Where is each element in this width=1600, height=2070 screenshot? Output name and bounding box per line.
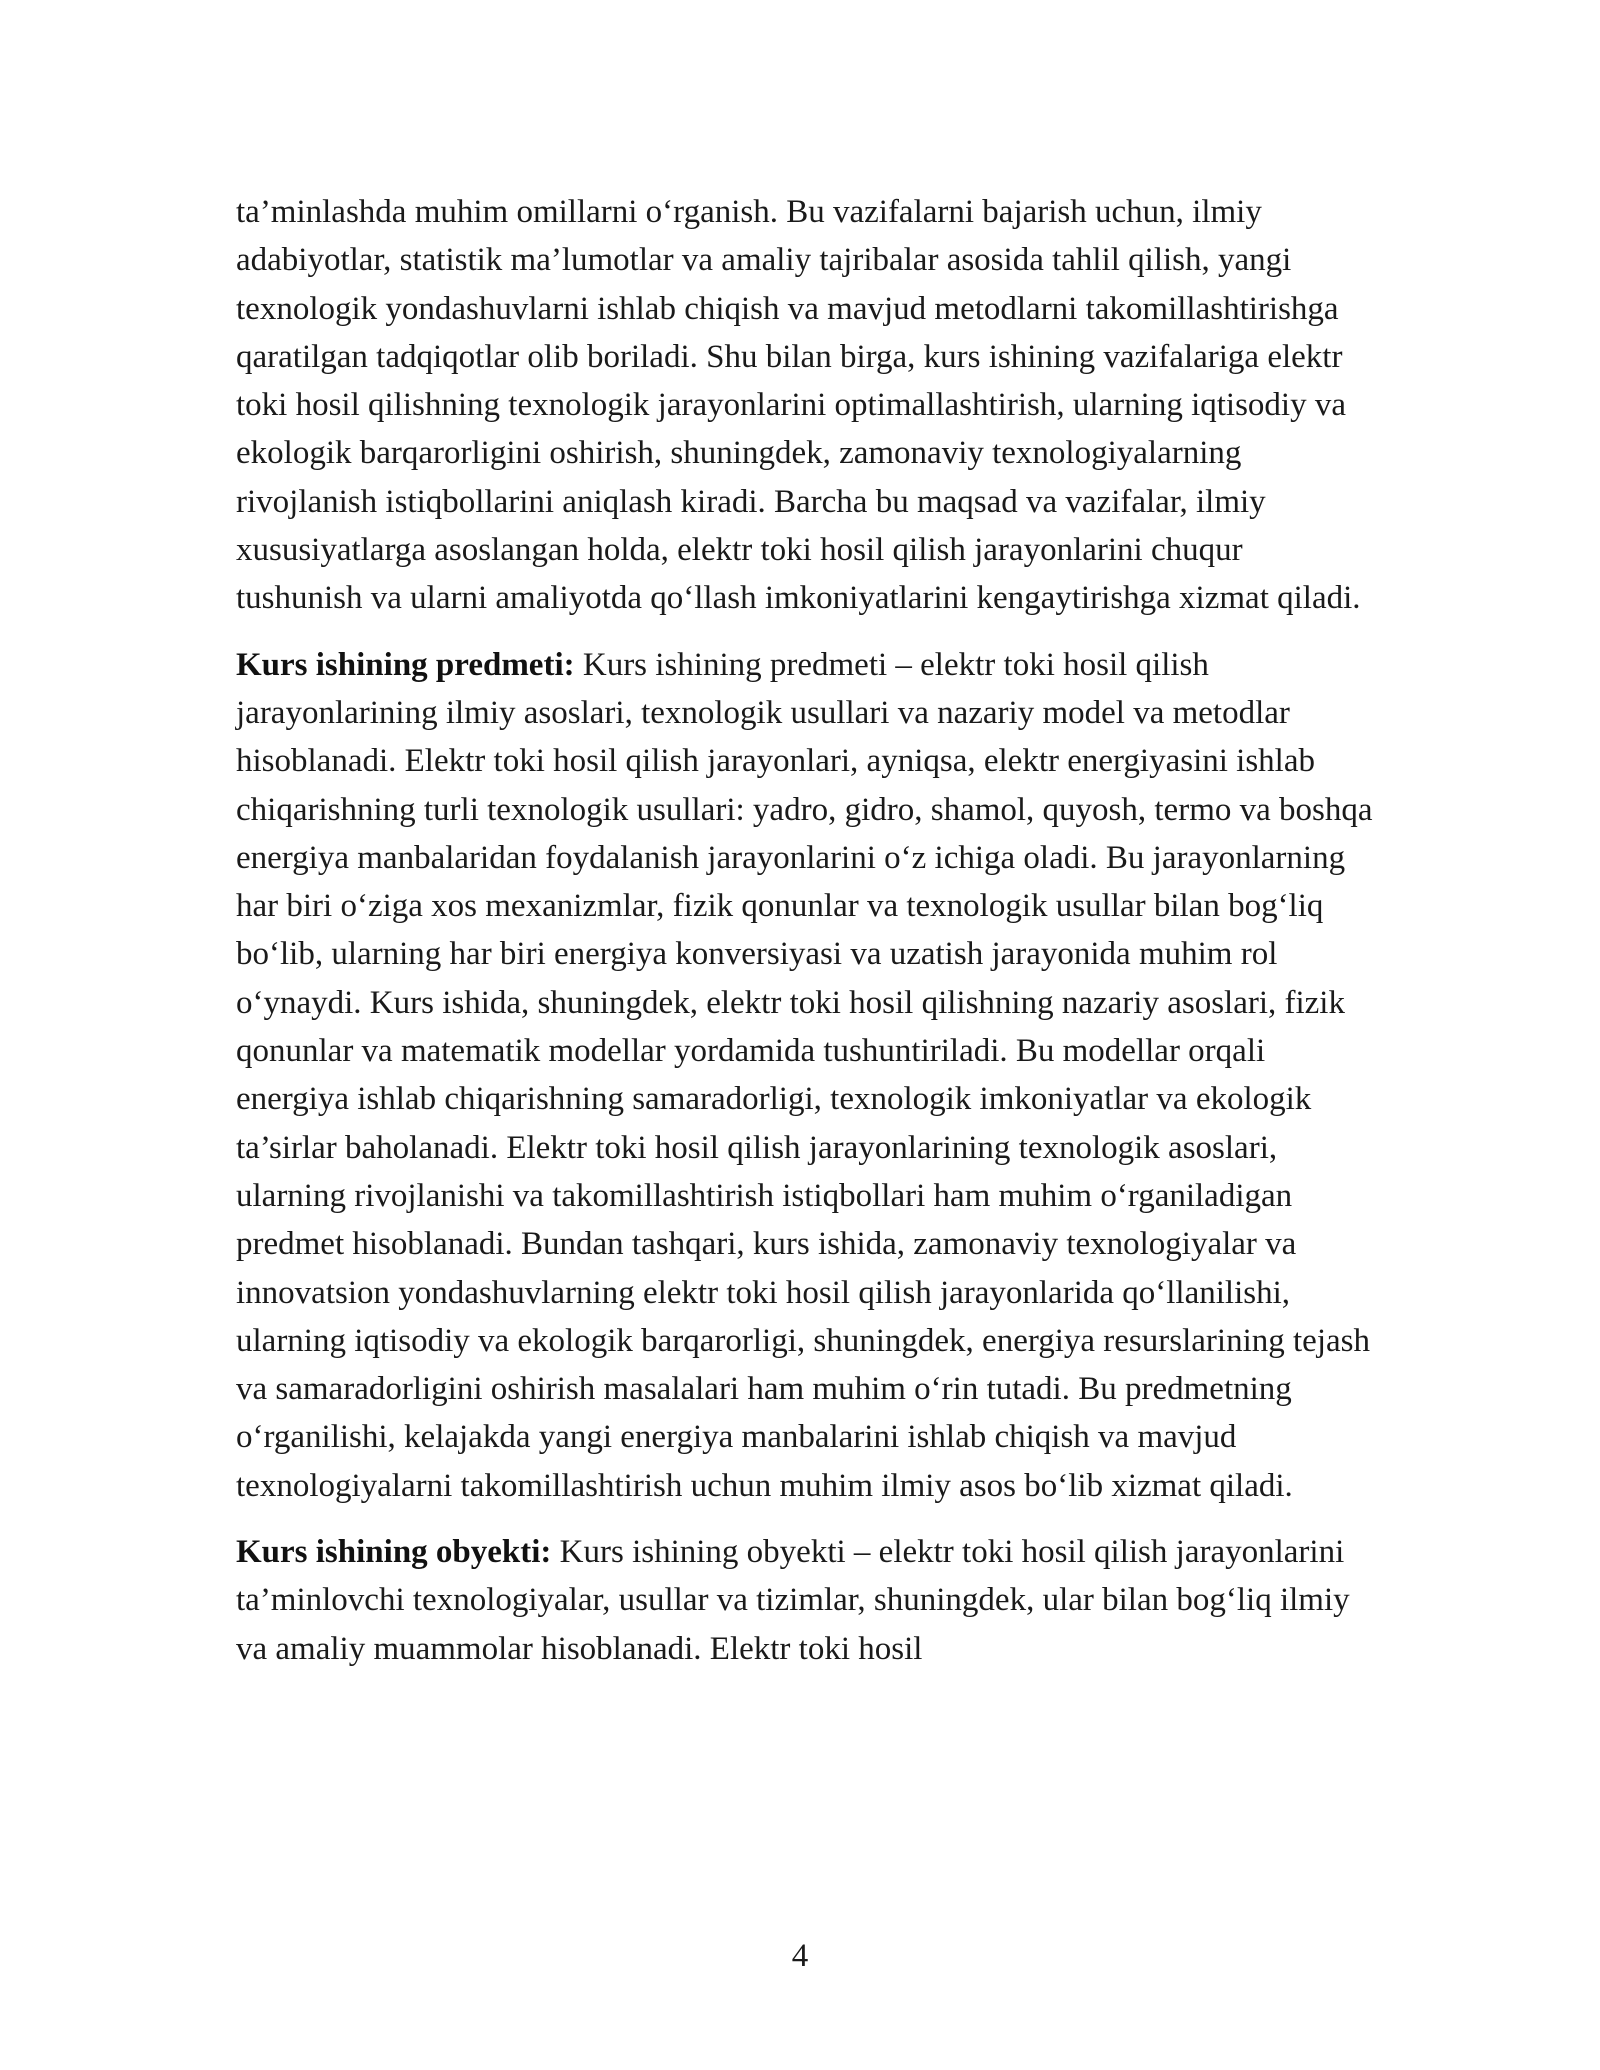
paragraph-tasks-continued — [236, 188, 1376, 623]
paragraph-object — [236, 1528, 1376, 1673]
object-heading: Kurs ishining obyekti: — [236, 1534, 552, 1571]
page-number: 4 — [791, 1938, 809, 1974]
subject-heading: Kurs ishining predmeti: — [236, 646, 575, 683]
paragraph-subject — [236, 641, 1376, 1510]
object-text: Kurs ishining obyekti – elektr toki hosil qilish jarayonlarini ta’minlovchi texnologiyalar, usullar va tizimlar, shuningdek, ular bilan bog‘liq ilmiy va amaliy muammolar hisoblanadi. Elektr toki hosil — [236, 1534, 1350, 1667]
subject-text: Kurs ishining predmeti – elektr toki hosil qilish jarayonlarining ilmiy asoslari, texnologik usullari va nazariy model va metodlar hisoblanadi. Elektr toki hosil qilish jarayonlari, ayniqsa, elektr energiyasini ishlab chiqarishning turli texnologik usullari: yadro, gidro, shamol, quyosh, termo va boshqa energiya manbalaridan foydalanish jarayonlarini o‘z ichiga oladi. Bu jarayonlarning har biri o‘ziga xos mexanizmlar, fizik qonunlar va texnologik usullar bilan bog‘liq bo‘lib, ularning har biri energiya konversiyasi va uzatish jarayonida muhim rol o‘ynaydi. Kurs ishida, shuningdek, elektr toki hosil qilishning nazariy asoslari, fizik qonunlar va matematik modellar yordamida tushuntiriladi. Bu modellar orqali energiya ishlab chiqarishning samaradorligi, texnologik imkoniyatlar va ekologik ta’sirlar baholanadi. Elektr toki hosil qilish jarayonlarining texnologik asoslari, ularning rivojlanishi va takomillashtirish istiqbollari ham muhim o‘rganiladigan predmet hisoblanadi. Bundan tashqari, kurs ishida, zamonaviy texnologiyalar va innovatsion yondashuvlarning elektr toki hosil qilish jarayonlarida qo‘llanilishi, ularning iqtisodiy va ekologik barqarorligi, shuningdek, energiya resurslarining tejash va samaradorligini oshirish masalalari ham muhim o‘rin tutadi. Bu predmetning o‘rganilishi, kelajakda yangi energiya manbalarini ishlab chiqish va mavjud texnologiyalarni takomillashtirish uchun muhim ilmiy asos bo‘lib xizmat qiladi. — [236, 646, 1373, 1504]
paragraph-text: ta’minlashda muhim omillarni o‘rganish. Bu vazifalarni bajarish uchun, ilmiy adabiyotlar, statistik ma’lumotlar va amaliy tajribalar asosida tahlil qilish, yangi texnologik yondashuvlarni ishlab chiqish va mavjud metodlarni takomillashtirishga qaratilgan tadqiqotlar olib boriladi. Shu bilan birga, kurs ishining vazifalariga elektr toki hosil qilishning texnologik jarayonlarini optimallashtirish, ularning iqtisodiy va ekologik barqarorligini oshirish, shuningdek, zamonaviy texnologiyalarning rivojlanish istiqbollarini aniqlash kiradi. Barcha bu maqsad va vazifalar, ilmiy xususiyatlarga asoslangan holda, elektr toki hosil qilish jarayonlarini chuqur tushunish va ularni amaliyotda qo‘llash imkoniyatlarini kengaytirishga xizmat qiladi. — [236, 194, 1361, 617]
body-text — [236, 188, 1376, 1691]
